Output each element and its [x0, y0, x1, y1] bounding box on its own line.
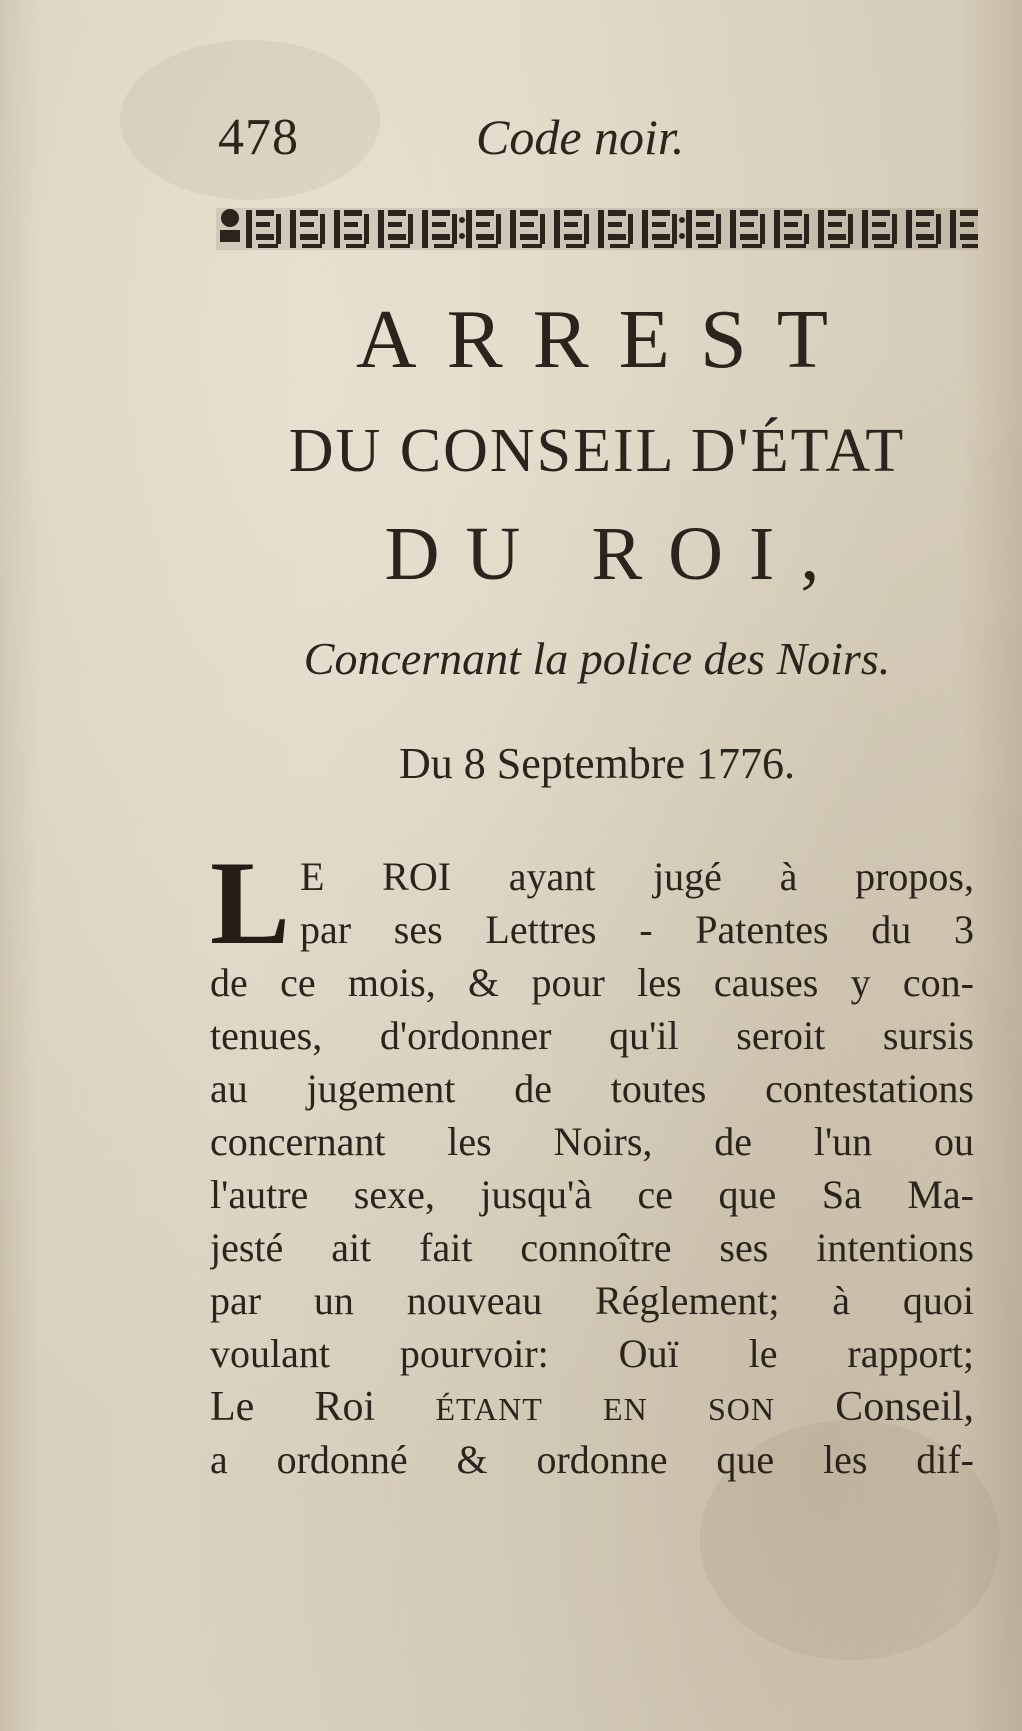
body-line: jesté ait fait connoître ses intentions [210, 1225, 974, 1270]
body-line: voulant pourvoir: Ouï le rapport; [210, 1331, 974, 1376]
body-line: concernant les Noirs, de l'un ou [210, 1119, 974, 1164]
body-line: par un nouveau Réglement; à quoi [210, 1278, 974, 1323]
small-caps-word: EN [603, 1391, 648, 1427]
body-line: de ce mois, & pour les causes y con- [210, 960, 974, 1005]
dateline: Du 8 Septembre 1776. [399, 739, 795, 788]
small-caps-word: ÉTANT [435, 1391, 543, 1427]
drop-cap: L [210, 836, 291, 969]
running-head [218, 108, 978, 168]
body-text [210, 836, 974, 1486]
heading-roi: DU ROI, [384, 512, 846, 596]
subtitle: Concernant la police des Noirs. [303, 633, 891, 684]
heading-arrest: ARREST [355, 293, 859, 386]
small-caps-word: Roi [314, 1384, 376, 1430]
body-line: au jugement de toutes contestations [210, 1066, 974, 1111]
body-line: E ROI ayant jugé à propos, [300, 854, 974, 899]
running-title: Code noir. [476, 109, 685, 165]
body-line-conseil [210, 1380, 974, 1433]
body-line: a ordonné & ordonne que les dif- [210, 1437, 974, 1482]
heading-conseil: DU CONSEIL D'ÉTAT [288, 417, 906, 485]
body-line: l'autre sexe, jusqu'à ce que Sa Ma- [210, 1172, 974, 1217]
body-line: par ses Lettres - Patentes du 3 [300, 907, 974, 952]
ornament-band-icon [216, 204, 978, 254]
small-caps-word: Conseil, [835, 1384, 974, 1430]
small-caps-word: SON [707, 1391, 775, 1427]
small-caps-word: Le [210, 1384, 255, 1430]
body-line: tenues, d'ordonner qu'il seroit sursis [210, 1013, 974, 1058]
page-number: 478 [218, 109, 299, 166]
